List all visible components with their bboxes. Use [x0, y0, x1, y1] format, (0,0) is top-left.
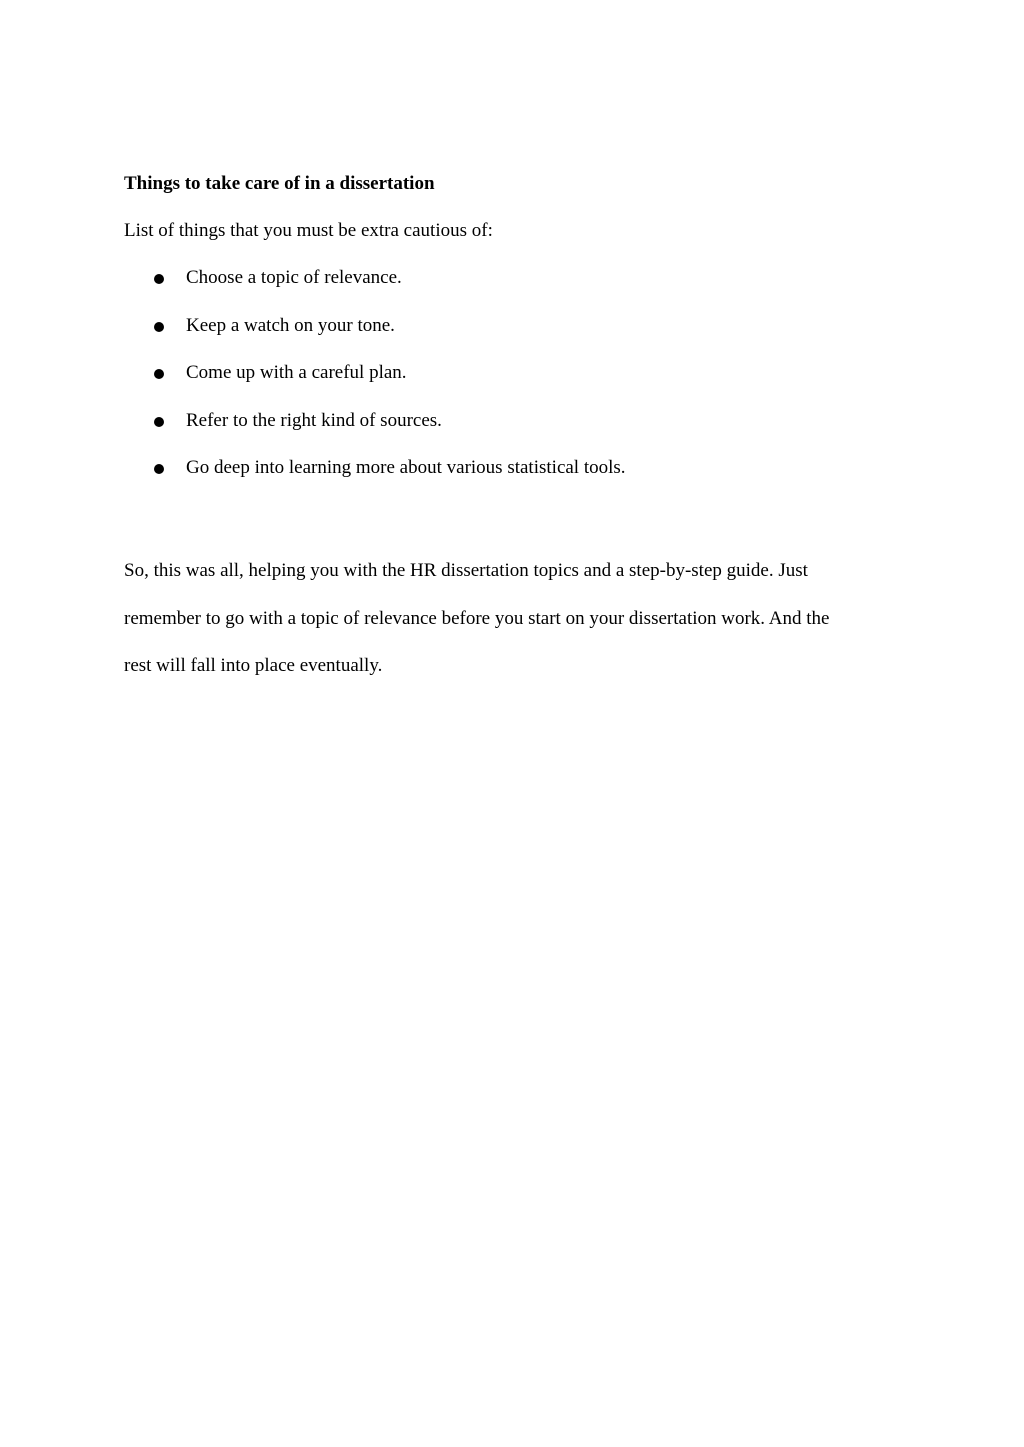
list-item-text: Refer to the right kind of sources. [186, 410, 442, 431]
intro-paragraph: List of things that you must be extra cautious of: [124, 220, 493, 241]
closing-line: rest will fall into place eventually. [124, 655, 383, 676]
list-item-text: Go deep into learning more about various statistical tools. [186, 457, 626, 478]
bullet-icon [154, 417, 164, 427]
section-heading: Things to take care of in a dissertation [124, 173, 435, 194]
bullet-icon [154, 274, 164, 284]
list-item-text: Keep a watch on your tone. [186, 315, 395, 336]
closing-line: So, this was all, helping you with the HR dissertation topics and a step-by-step guide. Just [124, 560, 808, 581]
closing-line: remember to go with a topic of relevance before you start on your dissertation work. And the [124, 607, 830, 629]
list-item-text: Choose a topic of relevance. [186, 267, 402, 288]
bullet-icon [154, 322, 164, 332]
bullet-icon [154, 464, 164, 474]
list-item-text: Come up with a careful plan. [186, 362, 407, 383]
closing-paragraph [124, 547, 904, 690]
bullet-icon [154, 369, 164, 379]
